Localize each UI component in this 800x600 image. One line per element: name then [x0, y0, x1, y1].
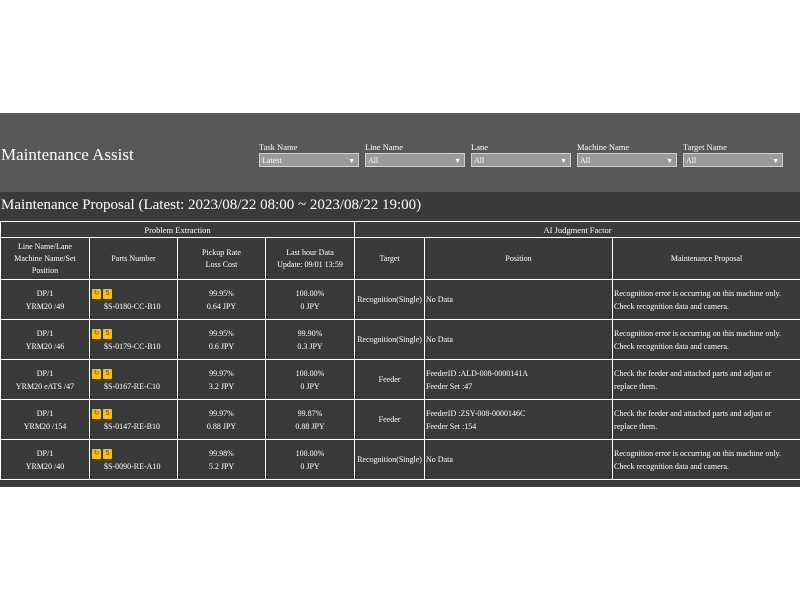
app-window: [0, 113, 800, 487]
proposal-line-1: Recognition error is occurring on this machine only.: [614, 328, 782, 338]
table-row[interactable]: [1, 280, 800, 320]
proposal-line-1: Check the feeder and attached parts and adjust or: [614, 368, 772, 378]
filter-task-name: [259, 142, 359, 167]
cell-last-hour: [266, 360, 355, 400]
line-lane: DP/1: [36, 408, 54, 418]
chevron-down-icon: ▼: [666, 157, 673, 165]
number-badge-icon[interactable]: 5: [103, 409, 112, 419]
chevron-down-icon: ▼: [772, 157, 779, 165]
cell-target: Recognition(Single): [355, 320, 425, 360]
proposal-line-1: Recognition error is occurring on this machine only.: [614, 288, 782, 298]
col-pickup-rate[interactable]: [178, 238, 266, 280]
cell-parts: [90, 360, 178, 400]
part-icons: [92, 327, 114, 340]
col-maintenance-proposal[interactable]: Maintenance Proposal: [613, 238, 800, 280]
refresh-icon[interactable]: ↻: [93, 448, 100, 457]
col-line-label-1: Line Name/Lane: [18, 241, 72, 251]
filter-target-name: [683, 142, 783, 167]
cell-target: Feeder: [355, 360, 425, 400]
proposal-line-2: Check recognition data and camera.: [614, 341, 729, 351]
maintenance-table: [0, 221, 800, 480]
cell-line: [1, 360, 90, 400]
pickup-rate: 99.95%: [209, 328, 234, 338]
cell-line: [1, 320, 90, 360]
part-number: $S-0179-CC-B10: [104, 341, 161, 351]
group-problem-extraction: Problem Extraction: [1, 222, 355, 238]
filter-label: Line Name: [365, 142, 403, 152]
proposal-line-2: Check recognition data and camera.: [614, 461, 729, 471]
line-lane: DP/1: [36, 288, 54, 298]
number-badge-icon[interactable]: 5: [103, 289, 112, 299]
col-line-label-2: Machine Name/Set: [14, 253, 76, 263]
last-hour-cost: 0.88 JPY: [295, 421, 325, 431]
target-name-select[interactable]: [683, 153, 783, 167]
cell-position: [425, 320, 613, 360]
cell-parts: [90, 440, 178, 480]
refresh-icon[interactable]: ↻: [93, 328, 100, 337]
line-lane: DP/1: [36, 328, 54, 338]
position-line-2: Feeder Set :154: [426, 421, 477, 431]
last-hour-rate: 100.00%: [295, 288, 325, 298]
cell-last-hour: [266, 320, 355, 360]
refresh-icon[interactable]: ↻: [93, 368, 100, 377]
cell-target: Recognition(Single): [355, 440, 425, 480]
cell-line: [1, 440, 90, 480]
col-line[interactable]: [1, 238, 90, 280]
refresh-icon[interactable]: ↻: [93, 408, 100, 417]
loss-cost: 5.2 JPY: [208, 461, 235, 471]
proposal-line-2: replace them.: [614, 381, 658, 391]
table-row[interactable]: [1, 320, 800, 360]
cell-target: Recognition(Single): [355, 280, 425, 320]
col-last-hour[interactable]: [266, 238, 355, 280]
cell-pickup: [178, 440, 266, 480]
cell-pickup: [178, 320, 266, 360]
column-header-row: [1, 238, 800, 280]
cell-parts: [90, 400, 178, 440]
select-value: All: [686, 156, 697, 165]
group-ai-judgment: AI Judgment Factor: [355, 222, 800, 238]
cell-line: [1, 400, 90, 440]
proposal-line-1: Recognition error is occurring on this machine only.: [614, 448, 782, 458]
pickup-rate: 99.97%: [209, 408, 234, 418]
last-hour-rate: 100.00%: [295, 368, 325, 378]
cell-pickup: [178, 400, 266, 440]
filter-label: Task Name: [259, 142, 298, 152]
filter-label: Target Name: [683, 142, 727, 152]
filter-lane: [471, 142, 571, 167]
number-badge-icon[interactable]: 5: [103, 329, 112, 339]
cell-position: [425, 280, 613, 320]
position-line-1: FeederID :ALD-008-0000141A: [426, 368, 529, 378]
line-lane: DP/1: [36, 448, 54, 458]
loss-cost: 0.64 JPY: [206, 301, 237, 311]
pickup-rate: 99.95%: [209, 288, 234, 298]
line-name-select[interactable]: [365, 153, 465, 167]
proposal-line-2: Check recognition data and camera.: [614, 301, 729, 311]
table-row[interactable]: [1, 400, 800, 440]
cell-position: [425, 440, 613, 480]
part-number: $S-0167-RE-C10: [104, 381, 160, 391]
machine-set: YRM20 /40: [25, 461, 65, 471]
select-value: Latest: [262, 156, 282, 165]
machine-name-select[interactable]: [577, 153, 677, 167]
last-hour-rate: 99.87%: [297, 408, 323, 418]
loss-cost: 0.88 JPY: [206, 421, 237, 431]
cell-pickup: [178, 360, 266, 400]
task-name-select[interactable]: [259, 153, 359, 167]
page-subtitle: Maintenance Proposal (Latest: 2023/08/22 08:00 ~ 2023/08/22 19:00): [1, 197, 422, 213]
col-lasthour-label-2: Update: 09/01 13:59: [277, 259, 343, 269]
last-hour-cost: 0 JPY: [300, 301, 320, 311]
part-icons: [92, 367, 114, 380]
last-hour-cost: 0 JPY: [300, 381, 320, 391]
col-pickup-label-1: Pickup Rate: [202, 247, 241, 257]
part-icons: [92, 447, 114, 460]
col-lasthour-label-1: Last hour Data: [286, 247, 334, 257]
number-badge-icon[interactable]: 5: [103, 449, 112, 459]
table-row[interactable]: [1, 440, 800, 480]
last-hour-cost: 0 JPY: [300, 461, 320, 471]
cell-parts: [90, 280, 178, 320]
cell-target: Feeder: [355, 400, 425, 440]
cell-last-hour: [266, 280, 355, 320]
position-line-1: No Data: [426, 455, 453, 464]
filter-line-name: [365, 142, 465, 167]
col-parts-number[interactable]: Parts Number: [90, 238, 178, 280]
cell-last-hour: [266, 400, 355, 440]
machine-set: YRM20 /154: [23, 421, 67, 431]
proposal-line-2: replace them.: [614, 421, 658, 431]
proposal-line-1: Check the feeder and attached parts and adjust or: [614, 408, 772, 418]
last-hour-rate: 100.00%: [295, 448, 325, 458]
cell-proposal: [613, 360, 800, 400]
machine-set: YRM20 /46: [25, 341, 65, 351]
group-header-row: [1, 222, 800, 238]
chevron-down-icon: ▼: [454, 157, 461, 165]
col-pickup-label-2: Loss Cost: [205, 259, 238, 269]
part-icons: [92, 407, 114, 420]
cell-position: [425, 360, 613, 400]
table-row[interactable]: [1, 360, 800, 400]
pickup-rate: 99.98%: [209, 448, 234, 458]
machine-set: YRM20 /49: [25, 301, 65, 311]
cell-parts: [90, 320, 178, 360]
col-line-label-3: Position: [31, 265, 59, 275]
lane-select[interactable]: [471, 153, 571, 167]
part-number: $S-0147-RE-B10: [104, 421, 160, 431]
cell-proposal: [613, 400, 800, 440]
machine-set: YRM20 eATS /47: [15, 381, 75, 391]
position-line-1: No Data: [426, 295, 453, 304]
number-badge-icon[interactable]: 5: [103, 369, 112, 379]
last-hour-rate: 99.90%: [297, 328, 323, 338]
pickup-rate: 99.97%: [209, 368, 234, 378]
filter-label: Machine Name: [577, 142, 630, 152]
cell-proposal: [613, 440, 800, 480]
app-title: Maintenance Assist: [1, 145, 134, 164]
chevron-down-icon: ▼: [348, 157, 355, 165]
app-header: [0, 113, 800, 192]
position-line-1: FeederID :ZSY-008-0000146C: [426, 408, 526, 418]
select-value: All: [580, 156, 591, 165]
part-number: $S-0090-RE-A10: [104, 461, 161, 471]
filter-machine-name: [577, 142, 677, 167]
select-value: All: [474, 156, 485, 165]
col-target[interactable]: Target: [355, 238, 425, 280]
loss-cost: 0.6 JPY: [208, 341, 235, 351]
chevron-down-icon: ▼: [560, 157, 567, 165]
cell-pickup: [178, 280, 266, 320]
filter-label: Lane: [471, 142, 488, 152]
cell-proposal: [613, 320, 800, 360]
select-value: All: [368, 156, 379, 165]
position-line-2: Feeder Set :47: [426, 381, 473, 391]
position-line-1: No Data: [426, 335, 453, 344]
loss-cost: 3.2 JPY: [208, 381, 235, 391]
part-icons: [92, 287, 114, 300]
cell-position: [425, 400, 613, 440]
cell-line: [1, 280, 90, 320]
refresh-icon[interactable]: ↻: [93, 288, 100, 297]
cell-last-hour: [266, 440, 355, 480]
line-lane: DP/1: [36, 368, 54, 378]
part-number: $S-0180-CC-B10: [104, 301, 161, 311]
col-position[interactable]: Position: [425, 238, 613, 280]
subheader: [0, 192, 800, 221]
cell-proposal: [613, 280, 800, 320]
last-hour-cost: 0.3 JPY: [297, 341, 323, 351]
